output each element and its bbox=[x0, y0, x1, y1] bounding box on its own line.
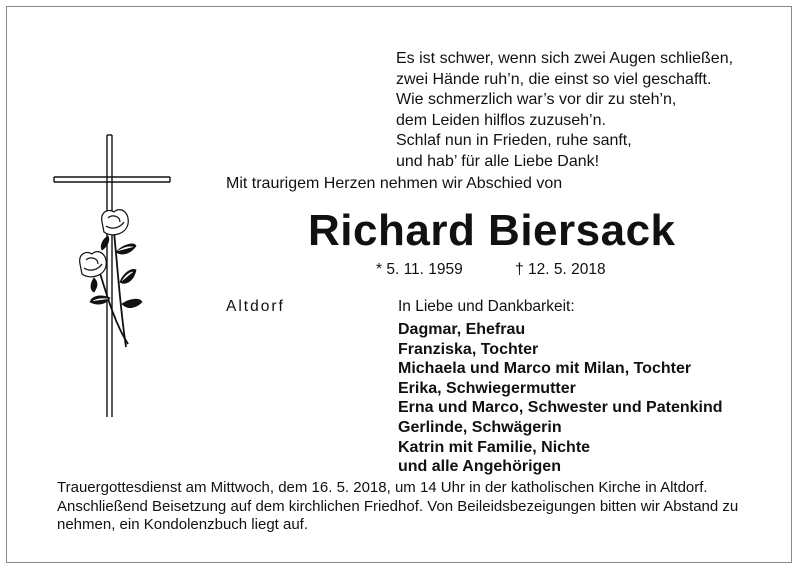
poem-line: dem Leiden hilflos zuzuseh’n. bbox=[396, 111, 606, 129]
mourner-entry: Franziska, Tochter bbox=[398, 340, 539, 358]
mourner-entry: Erika, Schwiegermutter bbox=[398, 379, 576, 397]
mourner-entry: Gerlinde, Schwägerin bbox=[398, 418, 562, 436]
birth-date: * 5. 11. 1959 bbox=[376, 261, 463, 278]
mourner-entry: Katrin mit Familie, Nichte bbox=[398, 438, 591, 456]
service-line: Trauergottesdienst am Mittwoch, dem 16. 5. 2018, um 14 Uhr in der katholischen Kirche in Altdorf. bbox=[57, 479, 708, 496]
thanks-line: In Liebe und Dankbarkeit: bbox=[398, 298, 575, 315]
poem-line: Es ist schwer, wenn sich zwei Augen schließen, bbox=[396, 50, 734, 67]
deceased-name: Richard Biersack bbox=[308, 206, 676, 255]
poem-line: Wie schmerzlich war’s vor dir zu steh’n, bbox=[396, 91, 677, 108]
mourner-entry: und alle Angehörigen bbox=[398, 458, 561, 476]
poem bbox=[396, 49, 733, 172]
mourner-entry: Dagmar, Ehefrau bbox=[398, 321, 526, 338]
place-name: Altdorf bbox=[226, 298, 285, 315]
mourners-list bbox=[398, 320, 723, 477]
mourner-entry: Michaela und Marco mit Milan, Tochter bbox=[398, 360, 692, 378]
cross-with-rose-icon bbox=[50, 132, 175, 427]
poem-line: und hab’ für alle Liebe Dank! bbox=[396, 152, 600, 170]
life-dates bbox=[376, 261, 606, 279]
service-line: nehmen, ein Kondolenzbuch liegt auf. bbox=[57, 516, 309, 533]
farewell-intro: Mit traurigem Herzen nehmen wir Abschied von bbox=[226, 175, 563, 192]
death-date: † 12. 5. 2018 bbox=[515, 261, 606, 278]
service-line: Anschließend Beisetzung auf dem kirchlichen Friedhof. Von Beileidsbezeigungen bitten wir Abstand zu bbox=[57, 497, 739, 515]
poem-line: Schlaf nun in Frieden, ruhe sanft, bbox=[396, 132, 632, 149]
poem-line: zwei Hände ruh’n, die einst so viel geschafft. bbox=[396, 70, 712, 88]
service-information bbox=[57, 479, 777, 535]
mourner-entry: Erna und Marco, Schwester und Patenkind bbox=[398, 399, 723, 417]
